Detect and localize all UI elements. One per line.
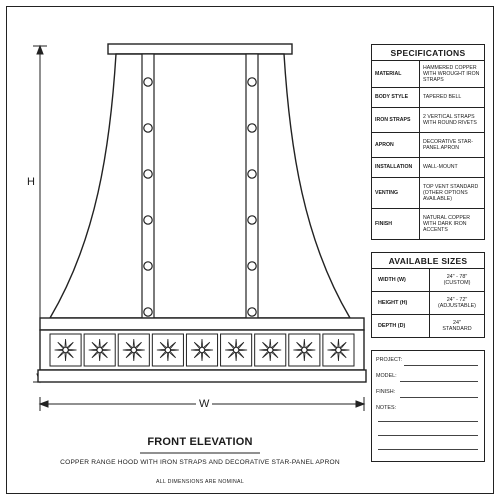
star-panel: [255, 334, 286, 366]
rivet: [144, 308, 152, 316]
spec-label: FINISH: [372, 209, 420, 239]
star-panels: [50, 334, 354, 366]
available-sizes-title: AVAILABLE SIZES: [372, 253, 484, 269]
star-panel: [186, 334, 217, 366]
width-label: W: [196, 398, 212, 410]
rivet: [248, 308, 256, 316]
size-value: 24" - 72": [446, 296, 468, 303]
size-value: 24": [453, 319, 461, 326]
spec-value: NATURAL COPPER WITH DARK IRON ACCENTS: [423, 214, 470, 234]
rivet: [144, 124, 152, 132]
size-row-width: [372, 269, 484, 292]
spec-label: MATERIAL: [372, 61, 420, 87]
spec-label: IRON STRAPS: [372, 108, 420, 132]
drawing-title: FRONT ELEVATION: [147, 436, 253, 448]
drawing-subtitle: COPPER RANGE HOOD WITH IRON STRAPS AND DECORATIVE STAR-PANEL APRON: [60, 459, 340, 466]
notes-write-line: [378, 449, 478, 450]
spec-row-body-style: [372, 88, 484, 108]
spec-row-installation: [372, 158, 484, 178]
apron-top-band: [40, 318, 364, 330]
spec-value: DECORATIVE STAR-PANEL APRON: [423, 138, 473, 151]
rivet: [144, 262, 152, 270]
rivet: [248, 78, 256, 86]
rivet: [248, 124, 256, 132]
notes-write-line: [378, 435, 478, 436]
height-label: H: [27, 176, 35, 188]
rivet: [248, 262, 256, 270]
rivet: [144, 216, 152, 224]
title-underline: [140, 452, 260, 454]
project-notes-box: [371, 350, 485, 462]
star-panel: [289, 334, 320, 366]
rivet: [248, 216, 256, 224]
size-label: WIDTH (W): [372, 269, 430, 291]
spec-value: TOP VENT STANDARD (OTHER OPTIONS AVAILABLE): [423, 183, 479, 203]
model-label: MODEL:: [376, 373, 397, 379]
hood-bell-body: [50, 54, 350, 318]
star-panel: [50, 334, 81, 366]
rivet: [144, 78, 152, 86]
rivet: [144, 170, 152, 178]
finish-label: FINISH:: [376, 389, 396, 395]
spec-row-material: [372, 61, 484, 88]
size-label: HEIGHT (H): [372, 292, 430, 314]
spec-value: TAPERED BELL: [423, 94, 462, 101]
available-sizes-table: [371, 252, 485, 338]
spec-row-apron: [372, 133, 484, 158]
size-label: DEPTH (D): [372, 315, 430, 337]
spec-row-venting: [372, 178, 484, 209]
specifications-title: SPECIFICATIONS: [372, 45, 484, 61]
dimensions-footnote: ALL DIMENSIONS ARE NOMINAL: [155, 479, 245, 485]
notes-write-line: [378, 421, 478, 422]
size-value: 24" - 78": [446, 273, 468, 280]
rivet: [248, 170, 256, 178]
spec-value: 2 VERTICAL STRAPS WITH ROUND RIVETS: [423, 113, 477, 126]
hood-top-cap: [108, 44, 292, 54]
spec-row-finish: [372, 209, 484, 239]
spec-label: APRON: [372, 133, 420, 157]
spec-label: INSTALLATION: [372, 158, 420, 177]
star-panel: [152, 334, 183, 366]
spec-label: BODY STYLE: [372, 88, 420, 107]
spec-value: HAMMERED COPPER WITH WROUGHT IRON STRAPS: [423, 64, 480, 84]
notes-label: NOTES:: [376, 405, 397, 411]
size-note: (CUSTOM): [443, 280, 471, 286]
star-panel: [221, 334, 252, 366]
specifications-table: [371, 44, 485, 240]
size-row-depth: [372, 315, 484, 337]
spec-row-iron-straps: [372, 108, 484, 133]
project-label: PROJECT:: [376, 357, 403, 363]
right-iron-strap: [246, 54, 258, 318]
spec-label: VENTING: [372, 178, 420, 208]
star-panel: [323, 334, 354, 366]
spec-value: WALL-MOUNT: [423, 164, 458, 171]
star-panel: [118, 334, 149, 366]
project-write-line: [404, 365, 478, 366]
apron-bottom-trim: [38, 370, 366, 382]
size-note: (ADJUSTABLE): [438, 303, 476, 309]
size-row-height: [372, 292, 484, 315]
star-panel: [84, 334, 115, 366]
size-note: STANDARD: [442, 326, 472, 332]
left-iron-strap: [142, 54, 154, 318]
model-write-line: [400, 381, 478, 382]
finish-write-line: [400, 397, 478, 398]
